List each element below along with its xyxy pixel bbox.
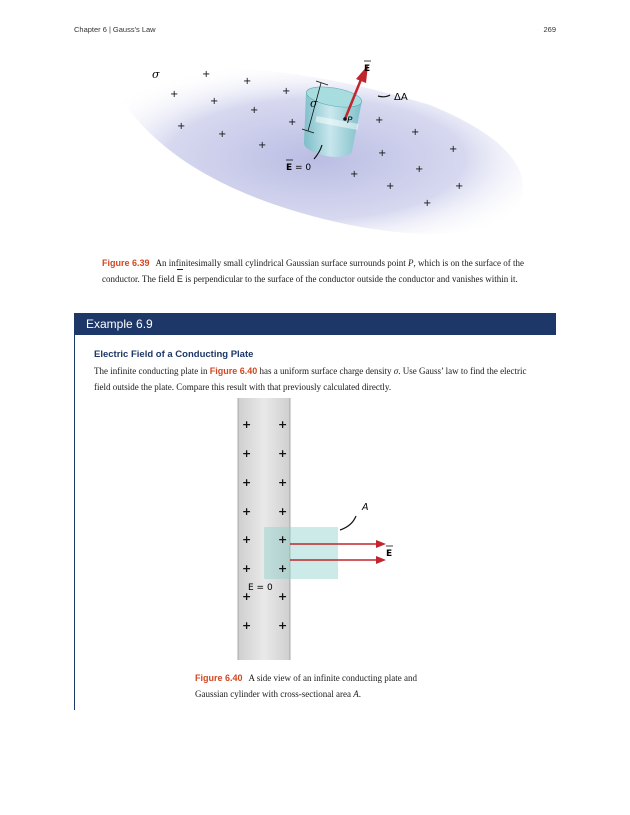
- e-zero-value: = 0: [295, 163, 312, 173]
- svg-text:+: +: [375, 115, 384, 126]
- e-zero-e: E: [286, 163, 293, 173]
- svg-text:+: +: [350, 169, 359, 180]
- svg-text:+: +: [278, 505, 288, 518]
- svg-text:+: +: [170, 89, 179, 100]
- field-arrow-upper-head: [376, 540, 386, 548]
- svg-text:+: +: [278, 418, 288, 431]
- example-rule: [74, 335, 75, 710]
- svg-text:+: +: [455, 181, 464, 192]
- thickness-sigma-label: σ: [310, 97, 318, 110]
- e-vector-label: E: [386, 549, 393, 559]
- svg-text:+: +: [449, 144, 458, 155]
- figure-label: Figure 6.40: [195, 673, 243, 683]
- svg-text:+: +: [210, 96, 219, 107]
- figure-6-40-link[interactable]: Figure 6.40: [209, 366, 258, 376]
- svg-text:+: +: [258, 140, 267, 151]
- figure-6-39: [100, 55, 530, 240]
- svg-text:+: +: [282, 86, 291, 97]
- svg-text:+: +: [378, 148, 387, 159]
- field-arrow-lower-head: [376, 556, 386, 564]
- chapter-label: Chapter 6: [74, 25, 107, 34]
- svg-text:+: +: [278, 533, 288, 546]
- svg-text:+: +: [288, 117, 297, 128]
- svg-text:+: +: [202, 69, 211, 80]
- gaussian-cylinder: [264, 527, 338, 579]
- svg-text:+: +: [242, 562, 252, 575]
- svg-text:+: +: [242, 533, 252, 546]
- chapter-title: Gauss's Law: [112, 25, 156, 34]
- example-heading: Example 6.9: [74, 313, 556, 335]
- delta-a-label: ΔA: [394, 92, 408, 103]
- svg-text:+: +: [177, 121, 186, 132]
- svg-text:+: +: [242, 619, 252, 632]
- svg-text:+: +: [278, 447, 288, 460]
- example-body: The infinite conducting plate in Figure 6.40 has a uniform surface charge density σ. Use Gauss’ law to find the electric field outside the plate. Compare this result with that previously calculated directly.: [94, 366, 527, 392]
- sigma-label: σ: [152, 68, 160, 81]
- figure-6-40: [230, 398, 410, 660]
- figure-6-40-caption: Figure 6.40 A side view of an infinite conducting plate and Gaussian cylinder with cross-sectional area A.: [195, 673, 417, 699]
- svg-text:+: +: [423, 198, 432, 209]
- area-label: A: [362, 502, 369, 513]
- example-title: Electric Field of a Conducting Plate: [94, 349, 254, 360]
- svg-text:+: +: [278, 476, 288, 489]
- svg-text:+: +: [278, 619, 288, 632]
- running-header: Chapter 6 | Gauss's Law: [74, 25, 156, 34]
- svg-text:+: +: [218, 129, 227, 140]
- svg-text:+: +: [243, 76, 252, 87]
- figure-6-39-caption: Figure 6.39 An infinitesimally small cylindrical Gaussian surface surrounds point P, which is on the surface of the conductor. The field E is perpendicular to the surface of the conductor outside the conductor and vanishes within it.: [102, 255, 532, 287]
- e-zero-label: E = 0: [248, 583, 273, 593]
- page-number: 269: [543, 25, 556, 34]
- svg-text:+: +: [278, 562, 288, 575]
- svg-text:+: +: [242, 418, 252, 431]
- svg-text:+: +: [278, 590, 288, 603]
- figure-label: Figure 6.39: [102, 258, 150, 268]
- svg-text:+: +: [242, 476, 252, 489]
- svg-text:+: +: [242, 505, 252, 518]
- svg-text:+: +: [242, 590, 252, 603]
- e-vector-label: E: [364, 64, 371, 74]
- e-vector-symbol: E: [177, 271, 183, 287]
- svg-text:+: +: [411, 127, 420, 138]
- svg-text:+: +: [386, 181, 395, 192]
- p-label: P: [347, 116, 353, 126]
- svg-text:+: +: [242, 447, 252, 460]
- svg-text:+: +: [415, 164, 424, 175]
- area-leader: [340, 516, 356, 530]
- svg-text:+: +: [250, 105, 259, 116]
